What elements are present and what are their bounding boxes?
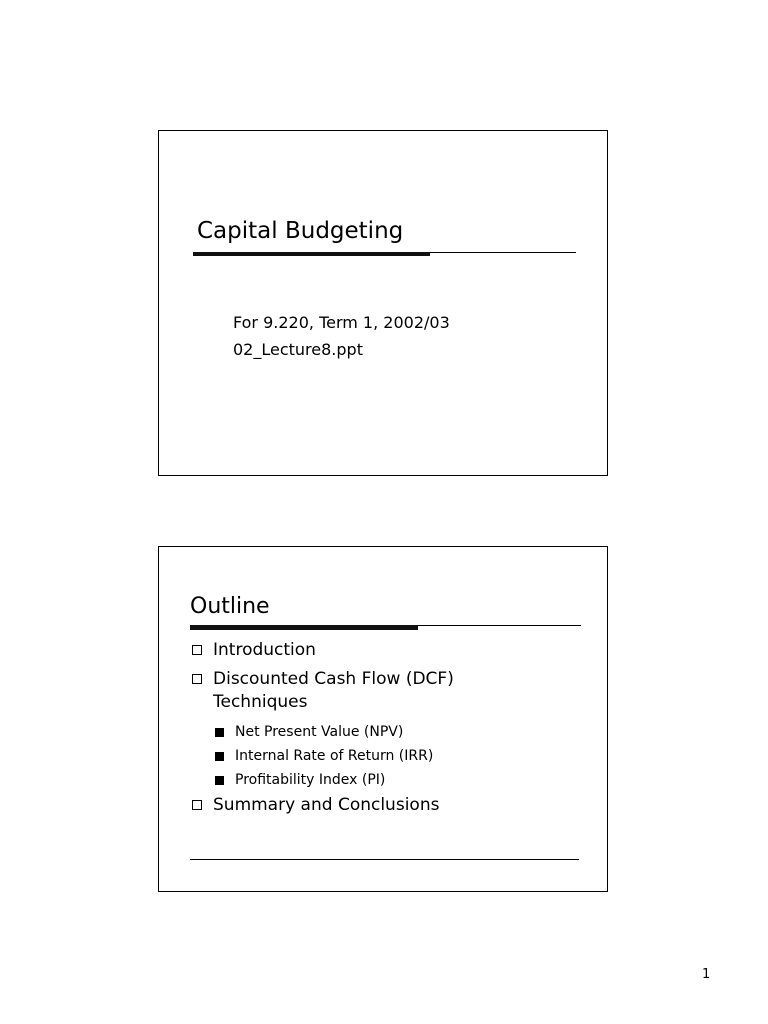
hollow-square-bullet-icon [192, 674, 202, 684]
title-rule-thick [193, 252, 430, 256]
outline-item-introduction [190, 639, 590, 662]
filled-square-bullet-icon [215, 752, 224, 761]
outline-subitem-label: Net Present Value (NPV) [235, 724, 404, 740]
outline-subitem-label: Profitability Index (PI) [235, 772, 386, 788]
outline-item-summary [190, 794, 590, 817]
outline-item-dcf-techniques [190, 668, 590, 714]
outline-list [190, 639, 590, 823]
outline-subitem-list [190, 720, 590, 792]
filled-square-bullet-icon [215, 728, 224, 737]
title-rule-thick [190, 625, 418, 630]
outline-item-label-line-1: Discounted Cash Flow (DCF) [213, 669, 454, 689]
title-underline [193, 252, 576, 256]
slide-subtitle [233, 309, 450, 363]
hollow-square-bullet-icon [192, 645, 202, 655]
hollow-square-bullet-icon [192, 800, 202, 810]
slide-title: Outline [190, 594, 270, 619]
outline-subitem-label: Internal Rate of Return (IRR) [235, 748, 434, 764]
slide-outline [158, 546, 608, 892]
outline-subitem-npv [190, 720, 590, 744]
page-number: 1 [702, 967, 711, 982]
subtitle-course-line: For 9.220, Term 1, 2002/03 [233, 313, 450, 332]
outline-item-label: Introduction [213, 640, 316, 660]
outline-item-label: Summary and Conclusions [213, 795, 440, 815]
slide-capital-budgeting [158, 130, 608, 476]
title-underline [190, 625, 581, 630]
outline-subitem-pi [190, 768, 590, 792]
outline-item-label-line-2: Techniques [213, 692, 308, 712]
outline-subitem-irr [190, 744, 590, 768]
filled-square-bullet-icon [215, 776, 224, 785]
subtitle-file-line: 02_Lecture8.ppt [233, 340, 363, 359]
slide-title: Capital Budgeting [197, 218, 404, 244]
slide-footer-rule [190, 859, 579, 860]
